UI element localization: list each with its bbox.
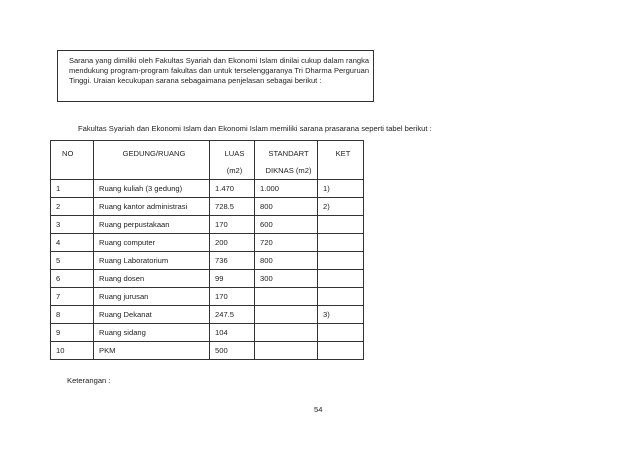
header-area-line2: (m2) — [226, 166, 243, 175]
cell-room: Ruang kantor administrasi — [94, 198, 210, 216]
cell-standard: 300 — [255, 270, 318, 288]
cell-ket — [318, 270, 364, 288]
cell-ket: 1) — [318, 180, 364, 198]
notes-label: Keterangan : — [67, 376, 111, 385]
cell-no: 5 — [51, 252, 94, 270]
cell-standard: 720 — [255, 234, 318, 252]
table-row — [51, 342, 364, 360]
cell-area: 99 — [210, 270, 255, 288]
cell-ket — [318, 324, 364, 342]
cell-no: 3 — [51, 216, 94, 234]
table-row — [51, 288, 364, 306]
cell-standard: 1.000 — [255, 180, 318, 198]
cell-room: Ruang computer — [94, 234, 210, 252]
header-standard-line2: DIKNAS (m2) — [265, 166, 312, 175]
cell-room: Ruang Laboratorium — [94, 252, 210, 270]
cell-no: 7 — [51, 288, 94, 306]
cell-standard — [255, 288, 318, 306]
table-header-row — [51, 141, 364, 180]
cell-ket — [318, 252, 364, 270]
table-row — [51, 306, 364, 324]
cell-room: Ruang Dekanat — [94, 306, 210, 324]
cell-no: 4 — [51, 234, 94, 252]
cell-standard — [255, 342, 318, 360]
header-no: NO — [51, 141, 94, 180]
cell-area: 104 — [210, 324, 255, 342]
cell-standard: 800 — [255, 252, 318, 270]
cell-room: PKM — [94, 342, 210, 360]
table-row — [51, 198, 364, 216]
table-caption: Fakultas Syariah dan Ekonomi Islam dan Ekonomi Islam memiliki sarana prasarana seperti tabel berikut : — [78, 124, 432, 133]
cell-area: 247.5 — [210, 306, 255, 324]
cell-standard — [255, 306, 318, 324]
cell-no: 2 — [51, 198, 94, 216]
cell-no: 9 — [51, 324, 94, 342]
cell-room: Ruang dosen — [94, 270, 210, 288]
cell-ket — [318, 234, 364, 252]
intro-paragraph-box — [57, 50, 374, 102]
cell-ket: 3) — [318, 306, 364, 324]
cell-room: Ruang jurusan — [94, 288, 210, 306]
cell-ket — [318, 288, 364, 306]
cell-room: Ruang kuliah (3 gedung) — [94, 180, 210, 198]
cell-room: Ruang perpustakaan — [94, 216, 210, 234]
cell-ket: 2) — [318, 198, 364, 216]
page-number: 54 — [314, 405, 323, 414]
cell-area: 728.5 — [210, 198, 255, 216]
cell-area: 170 — [210, 288, 255, 306]
cell-room: Ruang sidang — [94, 324, 210, 342]
header-area-line1: LUAS — [224, 149, 245, 158]
cell-ket — [318, 216, 364, 234]
table-row — [51, 216, 364, 234]
header-standard-line1: STANDART — [268, 149, 309, 158]
cell-standard: 800 — [255, 198, 318, 216]
header-standard — [255, 141, 318, 180]
header-area — [210, 141, 255, 180]
table-row — [51, 234, 364, 252]
table-row — [51, 180, 364, 198]
facility-table — [50, 140, 364, 360]
cell-standard — [255, 324, 318, 342]
intro-text: Sarana yang dimiliki oleh Fakultas Syariah dan Ekonomi Islam dinilai cukup dalam rangka mendukung program-program fakultas dan untuk terselenggaranya Tri Dharma Perguruan Tinggi. Uraian kecukupan sarana sebagaimana penjelasan sebagai berikut : — [69, 56, 369, 86]
header-room: GEDUNG/RUANG — [94, 141, 210, 180]
table-row — [51, 270, 364, 288]
cell-area: 1.470 — [210, 180, 255, 198]
cell-no: 6 — [51, 270, 94, 288]
cell-area: 500 — [210, 342, 255, 360]
cell-area: 736 — [210, 252, 255, 270]
cell-ket — [318, 342, 364, 360]
cell-area: 170 — [210, 216, 255, 234]
table-row — [51, 252, 364, 270]
cell-standard: 600 — [255, 216, 318, 234]
cell-no: 10 — [51, 342, 94, 360]
table-row — [51, 324, 364, 342]
cell-no: 1 — [51, 180, 94, 198]
cell-area: 200 — [210, 234, 255, 252]
cell-no: 8 — [51, 306, 94, 324]
header-ket: KET — [318, 141, 364, 180]
